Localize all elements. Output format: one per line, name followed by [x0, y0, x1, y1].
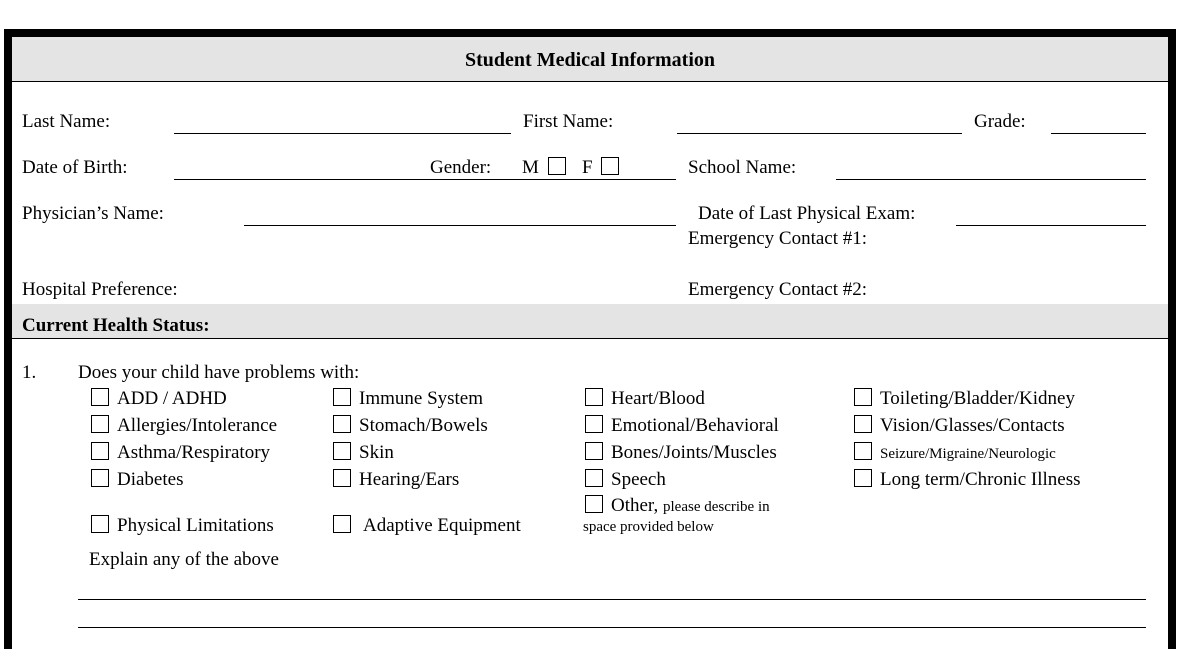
grade-label: Grade: — [974, 111, 1026, 132]
explain-line-2[interactable] — [78, 627, 1146, 628]
last-name-label: Last Name: — [22, 111, 111, 132]
option-seizure[interactable]: Seizure/Migraine/Neurologic — [854, 442, 1056, 465]
gender-f-checkbox[interactable] — [601, 157, 619, 175]
checkbox[interactable] — [854, 442, 872, 460]
first-name-label: First Name: — [523, 111, 614, 132]
checkbox[interactable] — [333, 415, 351, 433]
option-speech[interactable]: Speech — [585, 469, 666, 491]
checkbox[interactable] — [91, 469, 109, 487]
checkbox[interactable] — [91, 388, 109, 406]
gender-m-checkbox[interactable] — [548, 157, 566, 175]
option-diabetes[interactable]: Diabetes — [91, 469, 183, 491]
q1-number: 1. — [22, 362, 37, 383]
option-vision[interactable]: Vision/Glasses/Contacts — [854, 415, 1065, 437]
checkbox[interactable] — [854, 415, 872, 433]
checkbox[interactable] — [333, 442, 351, 460]
checkbox[interactable] — [333, 515, 351, 533]
physician-label: Physician’s Name: — [22, 203, 164, 224]
option-chronic-illness[interactable]: Long term/Chronic Illness — [854, 469, 1081, 491]
option-stomach-bowels[interactable]: Stomach/Bowels — [333, 415, 488, 437]
checkbox[interactable] — [585, 388, 603, 406]
other-note-2: space provided below — [583, 519, 714, 535]
gender-f-label: F — [582, 157, 593, 178]
health-section-title: Current Health Status: — [22, 315, 210, 336]
checkbox[interactable] — [585, 495, 603, 513]
school-name-label: School Name: — [688, 157, 797, 178]
option-heart-blood[interactable]: Heart/Blood — [585, 388, 705, 410]
checkbox[interactable] — [91, 515, 109, 533]
option-skin[interactable]: Skin — [333, 442, 394, 464]
other-note-1: please describe in — [663, 499, 770, 515]
explain-label: Explain any of the above — [89, 549, 279, 570]
emergency-contact-1-label: Emergency Contact #1: — [688, 228, 868, 249]
checkbox[interactable] — [854, 388, 872, 406]
checkbox[interactable] — [854, 469, 872, 487]
last-exam-field[interactable] — [956, 225, 1146, 226]
form-frame — [4, 29, 1176, 649]
option-other[interactable]: Other, please describe in — [585, 495, 770, 518]
option-asthma[interactable]: Asthma/Respiratory — [91, 442, 270, 464]
checkbox[interactable] — [333, 469, 351, 487]
last-exam-label: Date of Last Physical Exam: — [698, 203, 916, 224]
q1-text: Does your child have problems with: — [78, 362, 360, 383]
gender-label: Gender: — [430, 157, 492, 178]
form-title: Student Medical Information — [465, 49, 715, 71]
option-hearing-ears[interactable]: Hearing/Ears — [333, 469, 459, 491]
checkbox[interactable] — [91, 415, 109, 433]
explain-line-1[interactable] — [78, 599, 1146, 600]
gender-f — [582, 157, 627, 179]
physician-field[interactable] — [244, 225, 676, 226]
last-name-field[interactable] — [174, 133, 511, 134]
grade-field[interactable] — [1051, 133, 1146, 134]
checkbox[interactable] — [333, 388, 351, 406]
option-immune-system[interactable]: Immune System — [333, 388, 483, 410]
option-physical-limitations[interactable]: Physical Limitations — [91, 515, 274, 537]
option-emotional-behavioral[interactable]: Emotional/Behavioral — [585, 415, 779, 437]
option-add-adhd[interactable]: ADD / ADHD — [91, 388, 227, 410]
option-adaptive-equipment[interactable]: Adaptive Equipment — [333, 515, 521, 537]
option-bones-joints-muscles[interactable]: Bones/Joints/Muscles — [585, 442, 777, 464]
gender-m — [522, 157, 574, 179]
checkbox[interactable] — [91, 442, 109, 460]
first-name-field[interactable] — [677, 133, 962, 134]
option-toileting[interactable]: Toileting/Bladder/Kidney — [854, 388, 1075, 410]
emergency-contact-2-label: Emergency Contact #2: — [688, 279, 868, 300]
school-name-field[interactable] — [836, 179, 1146, 180]
option-allergies[interactable]: Allergies/Intolerance — [91, 415, 277, 437]
dob-field[interactable] — [174, 179, 676, 180]
checkbox[interactable] — [585, 415, 603, 433]
checkbox[interactable] — [585, 442, 603, 460]
checkbox[interactable] — [585, 469, 603, 487]
gender-m-label: M — [522, 157, 539, 178]
dob-label: Date of Birth: — [22, 157, 128, 178]
hospital-label: Hospital Preference: — [22, 279, 178, 300]
